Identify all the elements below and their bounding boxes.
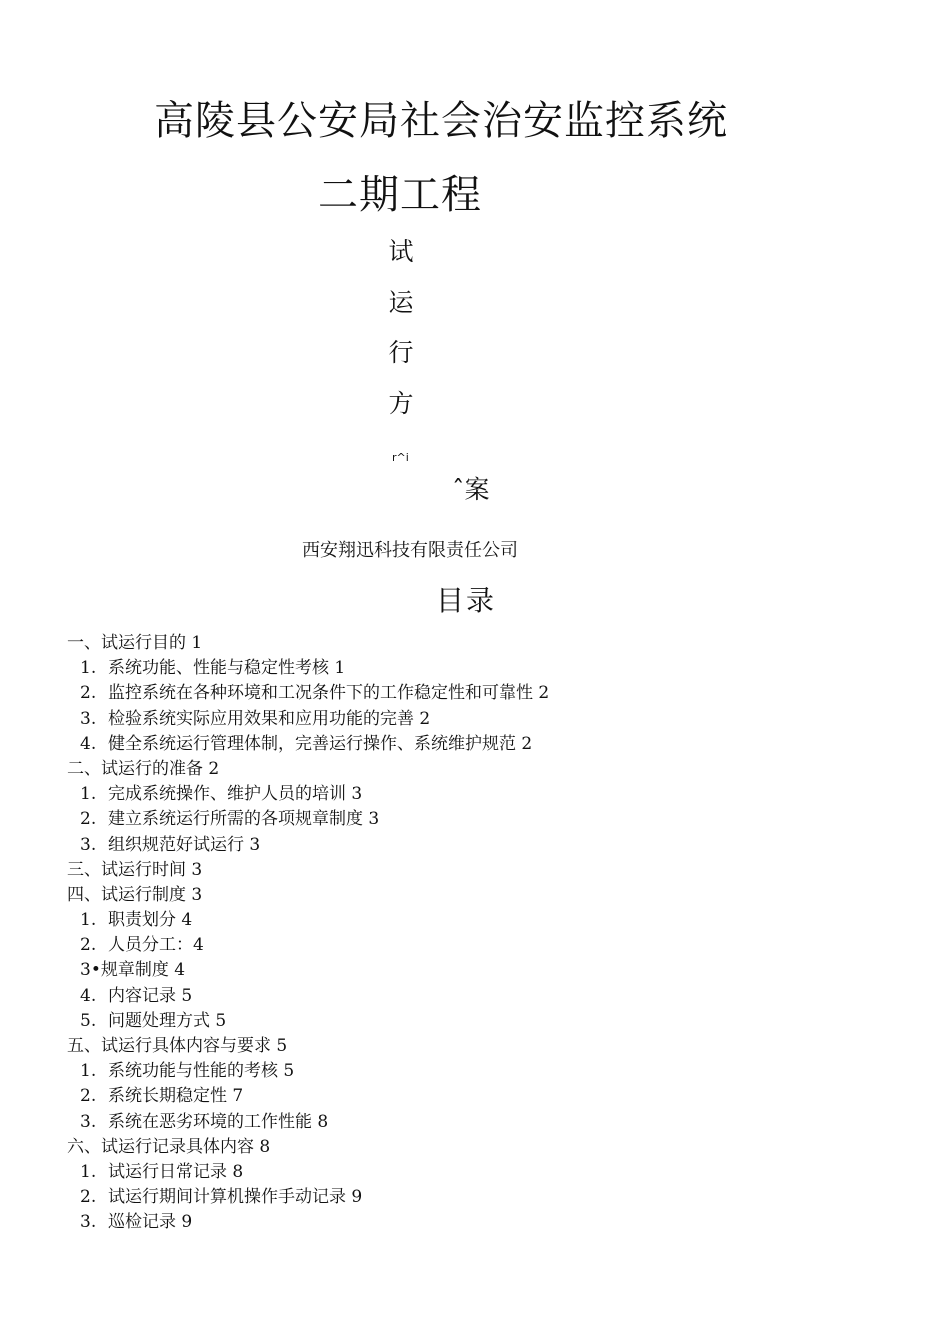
- toc-entry-number: 3.: [80, 1212, 97, 1233]
- toc-entry-number: 2.: [80, 1086, 97, 1107]
- toc-subsection-entry: [0, 1084, 950, 1109]
- toc-subsection-entry: [0, 833, 950, 858]
- toc-entry-number: 2.: [80, 683, 97, 704]
- toc-subsection-entry: [0, 1185, 950, 1210]
- toc-entry-number: 1.: [80, 1061, 97, 1082]
- toc-subsection-entry: [0, 1009, 950, 1034]
- table-of-contents: [0, 631, 950, 1236]
- toc-subsection-entry: [0, 707, 950, 732]
- toc-entry-number: 4.: [80, 733, 97, 754]
- toc-entry-number: 1.: [80, 658, 97, 679]
- toc-entry-text: 检验系统实际应用效果和应用功能的完善 2: [108, 708, 431, 729]
- toc-entry-number: 2.: [80, 1187, 97, 1208]
- toc-section-entry: 三、试运行时间 3: [67, 859, 203, 880]
- toc-entry-text: 系统在恶劣环境的工作性能 8: [108, 1111, 329, 1132]
- toc-entry-number: 3.: [80, 708, 97, 729]
- toc-entry-text: 职责划分 4: [108, 910, 193, 931]
- toc-subsection-entry: [0, 782, 950, 807]
- vertical-title-char: 方: [388, 389, 414, 418]
- toc-entry-number: 1.: [80, 784, 97, 805]
- toc-entry-number: 2.: [80, 809, 97, 830]
- toc-section-entry: 四、试运行制度 3: [67, 884, 203, 905]
- toc-entry-text: 系统功能与性能的考核 5: [108, 1061, 295, 1082]
- toc-subsection-entry: [0, 1059, 950, 1084]
- toc-subsection-entry: [0, 958, 950, 983]
- toc-entry-number: 1.: [80, 910, 97, 931]
- toc-subsection-entry: [0, 732, 950, 757]
- toc-entry-text: 系统长期稳定性 7: [108, 1086, 244, 1107]
- toc-entry-text: 问题处理方式 5: [108, 1010, 227, 1031]
- toc-entry-text: 人员分工：4: [108, 935, 204, 956]
- toc-entry-text: 系统功能、性能与稳定性考核 1: [108, 658, 346, 679]
- toc-entry-text: 完成系统操作、维护人员的培训 3: [108, 784, 363, 805]
- toc-entry-text: 试运行日常记录 8: [108, 1161, 244, 1182]
- toc-entry-number: 5.: [80, 1010, 97, 1031]
- toc-entry-text: 建立系统运行所需的各项规章制度 3: [108, 809, 380, 830]
- toc-subsection-entry: [0, 984, 950, 1009]
- document-title-line-2: 二期工程: [318, 172, 482, 218]
- toc-subsection-entry: [0, 1110, 950, 1135]
- toc-entry-text: 监控系统在各种环境和工况条件下的工作稳定性和可靠性 2: [108, 683, 550, 704]
- toc-entry-text: 内容记录 5: [108, 985, 193, 1006]
- toc-subsection-entry: [0, 807, 950, 832]
- toc-subsection-entry: [0, 1160, 950, 1185]
- toc-subsection-entry: [0, 656, 950, 681]
- toc-entry-number: 3.: [80, 834, 97, 855]
- toc-entry-text: 巡检记录 9: [108, 1212, 193, 1233]
- vertical-title-last-char: ˆ案: [452, 475, 490, 504]
- toc-entry-text: 健全系统运行管理体制，完善运行操作、系统维护规范 2: [108, 733, 533, 754]
- vertical-title-char: 试: [388, 237, 414, 266]
- toc-heading: 目录: [436, 584, 497, 617]
- document-title-line-1: 高陵县公安局社会治安监控系统: [154, 98, 728, 144]
- toc-subsection-entry: [0, 908, 950, 933]
- toc-entry-number: 3.: [80, 1111, 97, 1132]
- toc-entry-text: 试运行期间计算机操作手动记录 9: [108, 1187, 363, 1208]
- vertical-title-char: 运: [388, 288, 414, 317]
- toc-section-entry: 六、试运行记录具体内容 8: [67, 1136, 271, 1157]
- scan-artifact-mark: r^i: [392, 451, 409, 464]
- toc-entry-number: 2.: [80, 935, 97, 956]
- toc-section-entry: 二、试运行的准备 2: [67, 758, 220, 779]
- toc-entry-text: 3•规章制度 4: [80, 960, 186, 981]
- toc-section-entry: 一、试运行目的 1: [67, 633, 203, 653]
- company-name: 西安翔迅科技有限责任公司: [302, 540, 518, 561]
- toc-section-entry: 五、试运行具体内容与要求 5: [67, 1036, 288, 1056]
- toc-subsection-entry: [0, 681, 950, 706]
- toc-entry-number: 1.: [80, 1161, 97, 1182]
- toc-subsection-entry: [0, 933, 950, 958]
- toc-entry-text: 组织规范好试运行 3: [108, 834, 261, 855]
- vertical-title-char: 行: [388, 338, 414, 367]
- toc-subsection-entry: [0, 1210, 950, 1235]
- toc-entry-number: 4.: [80, 985, 97, 1006]
